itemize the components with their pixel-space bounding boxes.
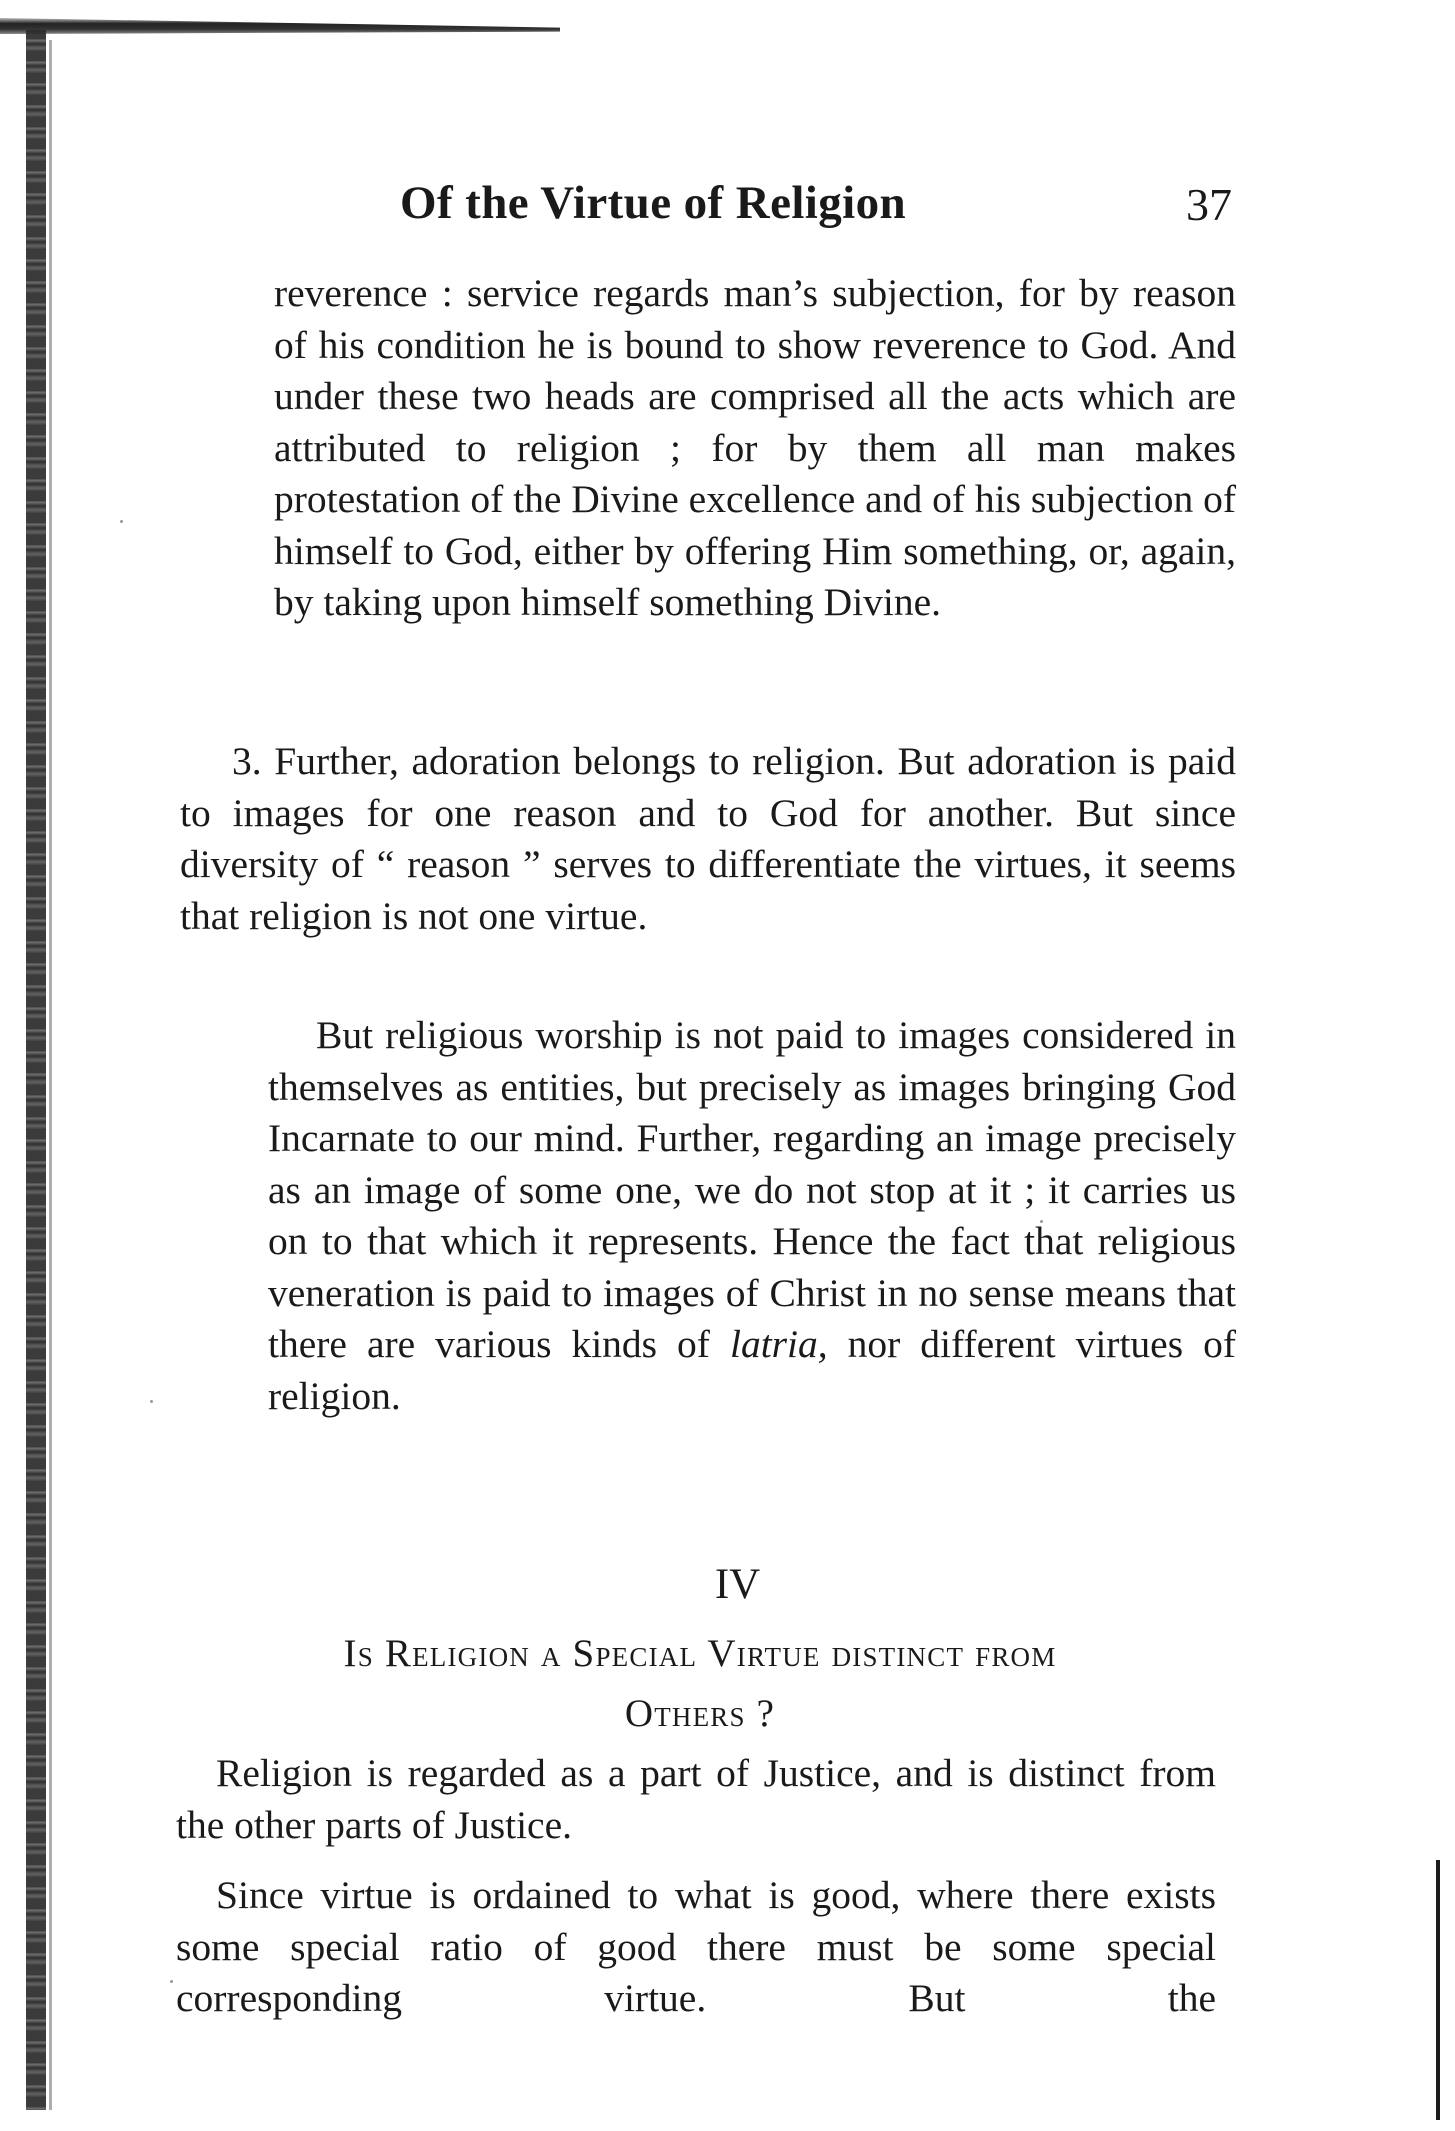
- scan-speck: [170, 1980, 173, 1983]
- section-title: [200, 1624, 1200, 1744]
- section-numeral: IV: [714, 1561, 761, 1608]
- italic-term: latria,: [729, 1322, 828, 1366]
- section-title-line-2: Others ?: [624, 1692, 776, 1735]
- scan-speck: [120, 520, 123, 523]
- page-number: 37: [1186, 179, 1232, 230]
- reply-text: But religious worship is not paid to images considered in themselves as entities, but precisely as images bringing God Incarnate to our mind. Further, regarding an image precisely as an image of some one, we do not stop at it ; it carries us on to that which it represents. Hence the fact that religious veneration is paid to images of Christ in no sense means that there are various kinds of: [268, 1013, 1236, 1366]
- paragraph-objection-3: 3. Further, adoration belongs to religion. But adoration is paid to images for one reason and to God for another. But since diversity of “ reason ” serves to differentiate the virtues, it seems that religion is not one virtue.: [180, 739, 1236, 938]
- paragraph-continuation: reverence : service regards man’s subjection, for by reason of his condition he is bound to show reverence to God. And under these two heads are comprised all the acts which are attributed to religion ; for by them all man makes protestation of the Divine excellence and of his subjection of himself to God, either by offering Him something, or, again, by taking upon himself something Divine.: [274, 271, 1236, 624]
- paragraph-thesis: Religion is regarded as a part of Justice, and is distinct from the other parts of Justice.: [176, 1751, 1216, 1847]
- paragraph-reply-3: [268, 1010, 1236, 1422]
- paragraph-argument: Since virtue is ordained to what is good, where there exists some special ratio of good there must be some special corresponding virtue. But the: [176, 1873, 1216, 2020]
- section-title-line-1: Is Religion a Special Virtue distinct from: [343, 1632, 1057, 1675]
- scan-edge-left: [26, 30, 46, 2110]
- scan-edge-top: [0, 18, 560, 34]
- running-title: Of the Virtue of Religion: [400, 177, 907, 229]
- page-header: [178, 176, 1240, 236]
- scan-speck: [150, 1400, 153, 1403]
- reply-text-end: nor different virtues of religion.: [268, 1322, 1236, 1418]
- scan-edge-left-inner: [49, 40, 52, 2110]
- scan-edge-right: [1436, 1860, 1440, 2120]
